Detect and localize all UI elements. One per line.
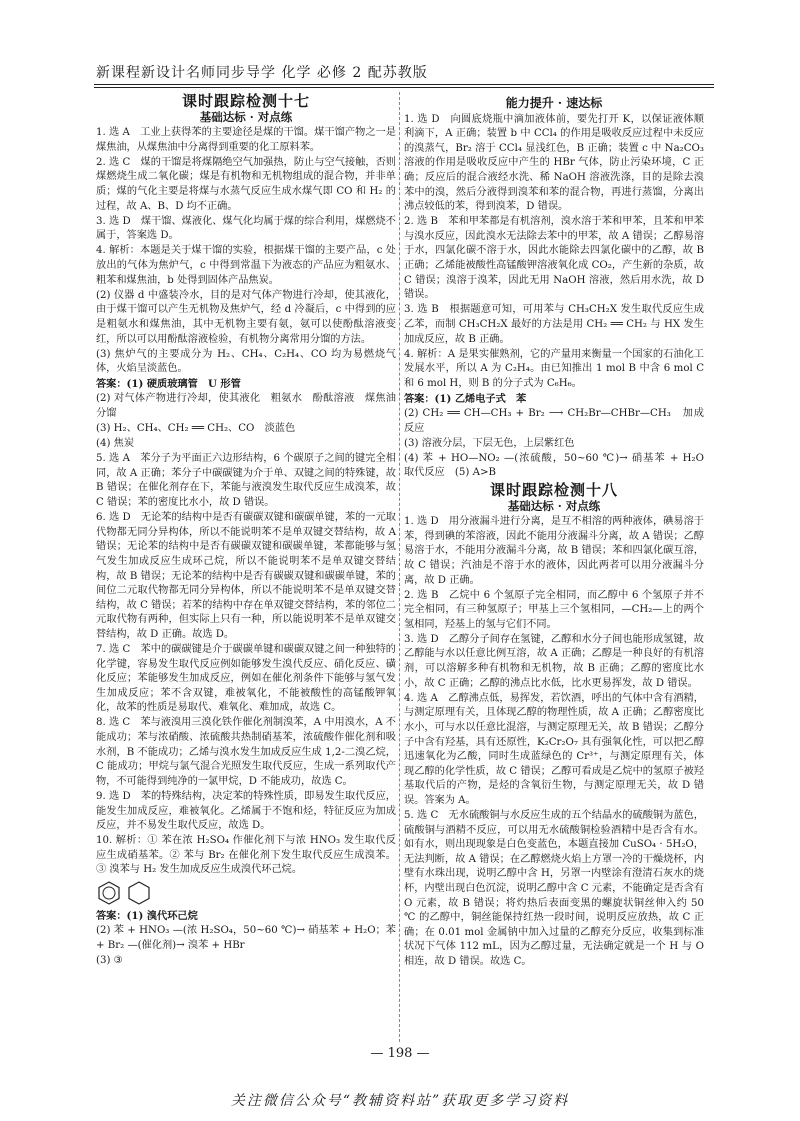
ability-answer-4-key-2: (2) CH₂ ══ CH—CH₃ + Br₂ ⟶ CH₂Br—CHBr—CH₃ 加成反应 [404, 407, 704, 434]
answer-10-analysis: 10. 解析：① 苯在浓 H₂SO₄ 作催化剂下与浓 HNO₃ 发生取代反应生成硝基苯。② 苯与 Br₂ 在催化剂下发生取代反应生成溴苯。③ 溴苯与 H₂ 发生加成反应生成溴代环己烷。 [96, 835, 396, 876]
answer-1: 1. 选 A 工业上获得苯的主要途径是煤的干馏。煤干馏产物之一是煤焦油，从煤焦油中分离得到重要的化工原料苯。 [96, 127, 396, 153]
answer-4-key-3: (3) H₂、CH₄、CH₂ ══ CH₂、CO 淡蓝色 [96, 423, 296, 435]
lesson18-answer-4: 4. 选 A 乙醇沸点低，易挥发，若饮酒，呼出的气体中含有酒精，与测定原理有关，且体现乙醇的物理性质，故 A 正确；乙醇密度比水小，可与水以任意比混溶，与测定原理无关，故 B 错误；乙醇分子中含有羟基，具有还原性，K₂Cr₂O₇ 具有强氧化性，可以把乙醇迅速氧化为乙酸，同时生成蓝绿色的 Cr³⁺，与测定原理有关，体现乙醇的化学性质，故 C 错误；乙醇可看成是乙烷中的氢原子被羟基取代后的产物，是烃的含氧衍生物，与测定原理无关，故 D 错误。答案为 A。 [404, 692, 704, 806]
lesson18-answer-3: 3. 选 D 乙醇分子间存在氢键，乙醇和水分子间也能形成氢键，故乙醇能与水以任意比例互溶，故 A 正确；乙醇是一种良好的有机溶剂，可以溶解多种有机物和无机物，故 B 正确；乙醇的密度比水小，故 C 正确；乙醇的沸点比水低，比水更易挥发，故 D 错误。 [404, 633, 704, 689]
answer-5: 5. 选 A 苯分子为平面正六边形结构，6 个碳原子之间的键完全相同，故 A 正确；苯分子中碳碳键为介于单、双键之间的特殊键，故 B 错误；在催化剂存在下，苯能与液溴发生取代反应生成溴苯，故 C 错误；苯的密度比水小，故 D 错误。 [96, 453, 396, 509]
answer-4-part2: (2) 仪器 d 中盛装冷水，目的是对气体产物进行冷却，使其液化，由于煤干馏可以产生无机物及焦炉气，经 d 冷凝后，c 中得到的应是粗氨水和煤焦油，其中无机物主要有氨，氨可以使酚酞溶液变红，所以可以用酚酞溶液检验，有机物分离常用分馏的方法。 [96, 289, 396, 345]
section-subtitle-basic-18: 基础达标 · 对点练 [507, 498, 601, 513]
answer-4-analysis: 4. 解析：本题是关于煤干馏的实验，根据煤干馏的主要产品，c 处放出的气体为焦炉气，c 中得到常温下为液态的产品应为粗氨水、粗苯和煤焦油，b 处得到固体产品焦炭。 [96, 245, 396, 286]
answer-8: 8. 选 C 苯与液溴用三溴化铁作催化剂制溴苯，A 中用溴水，A 不能成功；苯与浓硝酸、浓硫酸共热制硝基苯，浓硫酸作催化剂和吸水剂，B 不能成功；乙烯与溴水发生加成反应生成 1,2-二溴乙烷，C 能成功；甲烷与氯气混合光照发生取代反应，生成一系列取代产物，不可能得到纯净的一氯甲烷，D 不能成功，故选 C。 [96, 717, 396, 787]
lesson18-answer-5: 5. 选 C 无水硫酸铜与水反应生成的五个结晶水的硫酸铜为蓝色，硫酸铜与酒精不反应，可以用无水硫酸铜检验酒精中是否含有水。如有水，则出现现象是白色变蓝色，本题直接加 CuSO₄ · 5H₂O，无法判断，故 A 错误；在乙醇燃烧火焰上方罩一冷的干燥烧杯，内壁有水珠出现，说明乙醇中含 H，另罩一内壁涂有澄清石灰水的烧杯，内壁出现白色沉淀，说明乙醇中含 C 元素，不能确定是否含有 O 元素，故 B 错误；将灼热后表面变黑的螺旋状铜丝伸入约 50 ℃ 的乙醇中，铜丝能保持红热一段时间，说明反应放热，故 C 正确；在 0.01 mol 金属钠中加入过量的乙醇充分反应，收集到标准状况下气体 112 mL，因为乙醇过量，无法确定就是一个 H 与 O 相连，故 D 错误。故选 C。 [404, 810, 704, 967]
cyclohexane-ring-icon [126, 880, 152, 906]
ability-answer-4-key-3: (3) 溶液分层，下层无色，上层紫红色 [404, 437, 575, 449]
ability-answer-4-key-4: (4) 苯 + HO—NO₂ —(浓硫酸，50~60 ℃)→ 硝基苯 + H₂O 取代反应 (5) A>B [404, 452, 715, 479]
answer-9: 9. 选 D 苯的特殊结构，决定苯的特殊性质，即易发生取代反应，能发生加成反应，难被氧化。乙烯属于不饱和烃，特征反应为加成反应，并不易发生取代反应，故选 D。 [96, 790, 396, 832]
section-title-18: 课时跟踪检测十八 [489, 480, 618, 499]
footer-note: 关注微信公众号“教辅资料站”获取更多学习资料 [230, 1093, 570, 1109]
answer-6: 6. 选 D 无论苯的结构中是否有碳碳双键和碳碳单键，苯的一元取代物都无同分异构体，所以不能说明苯不是单双键交替结构，故 A 错误；无论苯的结构中是否有碳碳双键和碳碳单键，苯都能够与氢气发生加成反应生成环己烷，所以不能说明苯不是单双键交替结构，故 B 错误；无论苯的结构中是否有碳碳双键和碳碳单键，苯的间位二元取代物都无同分异构体，所以不能说明苯不是单双键交替结构，故 C 错误；若苯的结构中存在单双键交替结构，苯的邻位二元取代物有两种，但实际上只有一种，所以能说明苯不是单双键交替结构，故 D 正确。故选 D。 [96, 512, 396, 640]
answer-7: 7. 选 C 苯中的碳碳键是介于碳碳单键和碳碳双键之间一种独特的化学键，容易发生取代反应例如能够发生溴代反应、硝化反应、磺化反应；苯能够发生加成反应，例如在催化剂条件下能够与氢气发生加成反应；苯不含双键，难被氧化，不能被酸性的高锰酸钾氧化，故苯的性质是易取代、难氧化、难加成，故选 C。 [96, 643, 396, 714]
lesson18-answer-2: 2. 选 B 乙烷中 6 个氢原子完全相同，而乙醇中 6 个氢原子并不完全相同，有三种氢原子；甲基上三个氢相同，—CH₂—上的两个氢相同，羟基上的氢与它们不同。 [404, 589, 704, 630]
lesson18-answer-1: 1. 选 D 用分液漏斗进行分离，是互不相溶的两种液体，碘易溶于苯，得到碘的苯溶液，因此不能用分液漏斗分离，故 A 错误；乙醇易溶于水，不能用分液漏斗分离，故 B 错误；苯和四氯化碳互溶，故 C 错误；汽油是不溶于水的液体，因此两者可以用分液漏斗分离，故 D 正确。 [404, 516, 704, 586]
section-title-17: 课时跟踪检测十七 [181, 92, 310, 110]
ability-answer-1: 1. 选 D 向圆底烧瓶中滴加液体前，要先打开 K，以保证液体顺利滴下，A 正确；装置 b 中 CCl₄ 的作用是吸收反应过程中未反应的溴蒸气，Br₂ 溶于 CCl₄ 显浅红色，B 正确；装置 c 中 Na₂CO₃ 溶液的作用是吸收反应中产生的 HBr 气体，防止污染环境，C 正确；反应后的混合液经水洗、稀 NaOH 溶液洗涤，目的是除去溴苯中的溴，然后分液得到溴苯和苯的混合物，再进行蒸馏，分离出沸点较低的苯，得到溴苯，D 错误。 [404, 113, 704, 213]
ability-answer-4-analysis: 4. 解析：A 是果实催熟剂，它的产量用来衡量一个国家的石油化工发展水平，所以 A 为 C₂H₄。由已知推出 1 mol B 中含 6 mol C 和 6 mol H，则 B 的分子式为 C₆H₆。 [404, 348, 704, 389]
answer-3: 3. 选 D 煤干馏、煤液化、煤气化均属于煤的综合利用，煤燃烧不属于，答案选 D。 [96, 215, 396, 242]
answer-4-key-4: (4) 焦炭 [96, 438, 135, 450]
answer-10-key-1: 答案：(1) 溴代环己烷 [96, 909, 198, 922]
column-divider [399, 92, 400, 1042]
page-number: — 198 — [370, 1046, 430, 1061]
header-rule [94, 84, 714, 88]
ability-answer-2: 2. 选 B 苯和甲苯都是有机溶剂，溴水溶于苯和甲苯，且苯和甲苯与溴水反应，因此溴水无法除去苯中的甲苯，故 A 错误；乙醇易溶于水，四氯化碳不溶于水，因此水能除去四氯化碳中的乙醇，故 B 正确；乙烯能被酸性高锰酸钾溶液氧化成 CO₂，产生新的杂质，故 C 错误；溴溶于溴苯，因此无用 NaOH 溶液，然后用水洗，故 D 错误。 [404, 216, 704, 301]
answer-10-key-3: (3) ③ [96, 954, 123, 966]
answer-2: 2. 选 C 煤的干馏是将煤隔绝空气加强热，防止与空气接触，否则煤燃烧生成二氧化碳；煤是有机物和无机物组成的混合物，并非单质；煤的气化主要是将煤与水蒸气反应生成水煤气即 CO 和 H₂ 的过程，故 A、B、D 均不正确。 [96, 156, 396, 212]
section-title-ability: 能力提升 · 速达标 [505, 96, 603, 110]
benzene-ring-icon [96, 880, 122, 906]
answer-4-part3: (3) 焦炉气的主要成分为 H₂、CH₄、C₂H₄、CO 均为易燃烧气体，火焰呈淡蓝色。 [96, 348, 396, 375]
answer-4-key-1: 答案：(1) 硬质玻璃管 U 形管 [96, 378, 241, 391]
answer-4-key-2: (2) 对气体产物进行冷却，使其液化 粗氨水 酚酞溶液 煤焦油 分馏 [96, 393, 407, 419]
ability-answer-4-key-1: 答案：(1) 乙烯电子式 苯 [404, 392, 527, 405]
left-column [96, 92, 407, 969]
right-column [404, 92, 715, 970]
ability-answer-3: 3. 选 B 根据题意可知，可用苯与 CH₃CH₂X 发生取代反应生成乙苯，而制 CH₃CH₂X 最好的方法是用 CH₂ ══ CH₂ 与 HX 发生加成反应，故 B 正确。 [404, 304, 704, 345]
section-subtitle-basic: 基础达标 · 对点练 [199, 109, 293, 124]
answer-10-key-2: (2) 苯 + HNO₃ —(浓 H₂SO₄，50~60 ℃)→ 硝基苯 + H₂O；苯 + Br₂ —(催化剂)→ 溴苯 + HBr [96, 925, 396, 951]
benzene-structures [96, 880, 396, 906]
running-header: 新课程新设计名师同步导学 化学 必修 2 配苏教版 [96, 65, 428, 81]
